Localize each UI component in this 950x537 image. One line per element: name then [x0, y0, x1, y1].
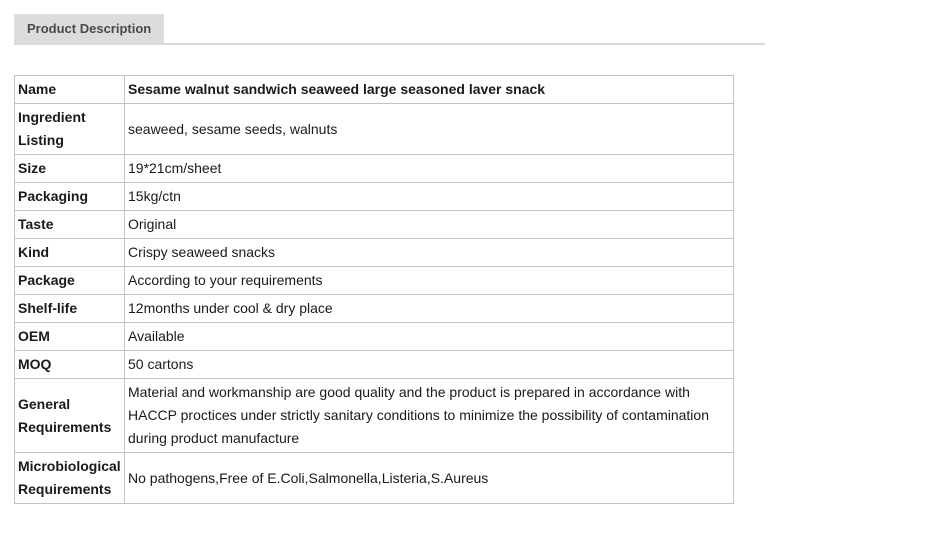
spec-label: Packaging: [15, 183, 125, 211]
tab-divider: [14, 43, 765, 45]
spec-value: According to your requirements: [125, 267, 734, 295]
spec-label: Taste: [15, 211, 125, 239]
table-row: [15, 76, 734, 104]
table-row: [15, 267, 734, 295]
spec-value: 12months under cool & dry place: [125, 295, 734, 323]
spec-label: Size: [15, 155, 125, 183]
table-row: [15, 379, 734, 453]
spec-label: Shelf-life: [15, 295, 125, 323]
spec-value: 50 cartons: [125, 351, 734, 379]
spec-value: Crispy seaweed snacks: [125, 239, 734, 267]
tab-product-description[interactable]: Product Description: [14, 14, 164, 43]
spec-label: General Requirements: [15, 379, 125, 453]
table-row: [15, 155, 734, 183]
table-row: [15, 183, 734, 211]
spec-label: Name: [15, 76, 125, 104]
table-row: [15, 453, 734, 504]
spec-value: 15kg/ctn: [125, 183, 734, 211]
table-row: [15, 211, 734, 239]
spec-value: Original: [125, 211, 734, 239]
product-spec-table: [14, 75, 734, 504]
table-row: [15, 323, 734, 351]
spec-label: Microbiological Requirements: [15, 453, 125, 504]
spec-value: Available: [125, 323, 734, 351]
table-row: [15, 239, 734, 267]
spec-label: MOQ: [15, 351, 125, 379]
spec-value: Material and workmanship are good quality and the product is prepared in accordance with HACCP proctices under strictly sanitary conditions to minimize the possibility of contamination during product manufacture: [125, 379, 734, 453]
spec-label: Package: [15, 267, 125, 295]
spec-label: Ingredient Listing: [15, 104, 125, 155]
spec-value: 19*21cm/sheet: [125, 155, 734, 183]
spec-value: Sesame walnut sandwich seaweed large seasoned laver snack: [125, 76, 734, 104]
spec-value: seaweed, sesame seeds, walnuts: [125, 104, 734, 155]
table-row: [15, 295, 734, 323]
table-row: [15, 351, 734, 379]
table-row: [15, 104, 734, 155]
spec-label: Kind: [15, 239, 125, 267]
spec-value: No pathogens,Free of E.Coli,Salmonella,Listeria,S.Aureus: [125, 453, 734, 504]
spec-label: OEM: [15, 323, 125, 351]
